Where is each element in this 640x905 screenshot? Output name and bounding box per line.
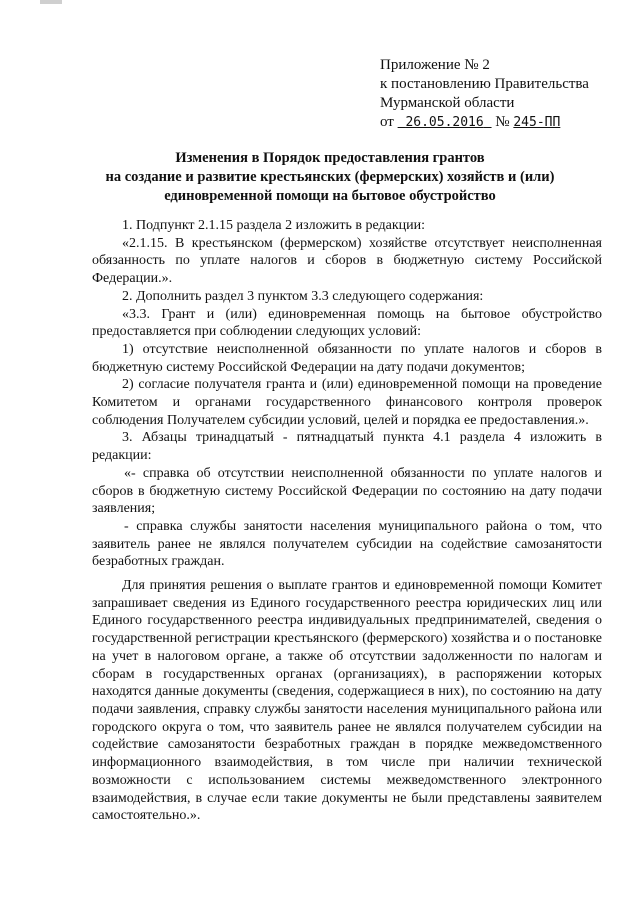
number-prefix: № — [495, 114, 510, 130]
paragraph-9: - справка службы занятости населения муниципального района о том, что заявитель ранее не являлся получателем субсидии на содействие самозанятости безработных граждан. — [92, 518, 602, 570]
document-body — [92, 217, 602, 825]
paragraph-2: «2.1.15. В крестьянском (фермерском) хозяйстве отсутствует неисполненная обязанность по уплате налогов и сборов в бюджетную систему Российской Федерации.». — [92, 235, 602, 287]
resolution-number: 245-ПП — [513, 115, 561, 130]
document-title — [60, 149, 600, 206]
appendix-date-line — [380, 113, 620, 132]
resolution-date: 26.05.2016 — [405, 115, 484, 130]
appendix-header — [380, 56, 620, 132]
paragraph-7: 3. Абзацы тринадцатый - пятнадцатый пункта 4.1 раздела 4 изложить в редакции: — [92, 430, 602, 464]
paragraph-4: «3.3. Грант и (или) единовременная помощь на бытовое обустройство предоставляется при соблюдении следующих условий: — [92, 306, 602, 340]
appendix-resolution-line: к постановлению Правительства — [380, 76, 589, 92]
title-line-1: Изменения в Порядок предоставления грантов — [175, 150, 485, 166]
paragraph-3: 2. Дополнить раздел 3 пунктом 3.3 следующего содержания: — [122, 288, 484, 304]
title-line-3: единовременной помощи на бытовое обустройство — [164, 188, 496, 204]
paragraph-8: «- справка об отсутствии неисполненной обязанности по уплате налогов и сборов в бюджетную систему Российской Федерации по состоянию на дату подачи заявления; — [92, 465, 602, 517]
appendix-region: Мурманской области — [380, 95, 515, 111]
appendix-number: Приложение № 2 — [380, 57, 490, 73]
paragraph-6: 2) согласие получателя гранта и (или) единовременной помощи на проведение Комитетом и органами государственного финансового контроля проверок соблюдения Получателем субсидии условий, целей и порядка ее предоставления.». — [92, 377, 602, 428]
paragraph-10: Для принятия решения о выплате грантов и единовременной помощи Комитет запрашивает сведения из Единого государственного реестра юридических лиц или Единого государственного реестра индивидуальных предпринимателей, сведения о государственной регистрации крестьянского (фермерского) хозяйства и о постановке на учет в налоговом органе, а также об отсутствии задолженности по налогам и сборам в государственных органах (организациях), в распоряжении которых находятся данные документы (сведения, содержащиеся в них), по состоянию на дату подачи заявления, справку службы занятости населения муниципального района или городского округа о том, что заявитель ранее не являлся получателем субсидии на содействие самозанятости безработных граждан в порядке межведомственного информационного взаимодействия, в том числе при наличии технической возможности с использованием системы межведомственного электронного взаимодействия, в случае если такие документы не были представлены заявителем самостоятельно.». — [92, 578, 602, 824]
scan-corner-mark — [40, 0, 62, 4]
title-line-2: на создание и развитие крестьянских (фермерских) хозяйств и (или) — [105, 169, 555, 185]
date-prefix: от — [380, 114, 394, 130]
paragraph-5: 1) отсутствие неисполненной обязанности по уплате налогов и сборов в бюджетную систему Российской Федерации на дату подачи документов; — [92, 341, 602, 375]
paragraph-1: 1. Подпункт 2.1.15 раздела 2 изложить в редакции: — [122, 218, 426, 233]
